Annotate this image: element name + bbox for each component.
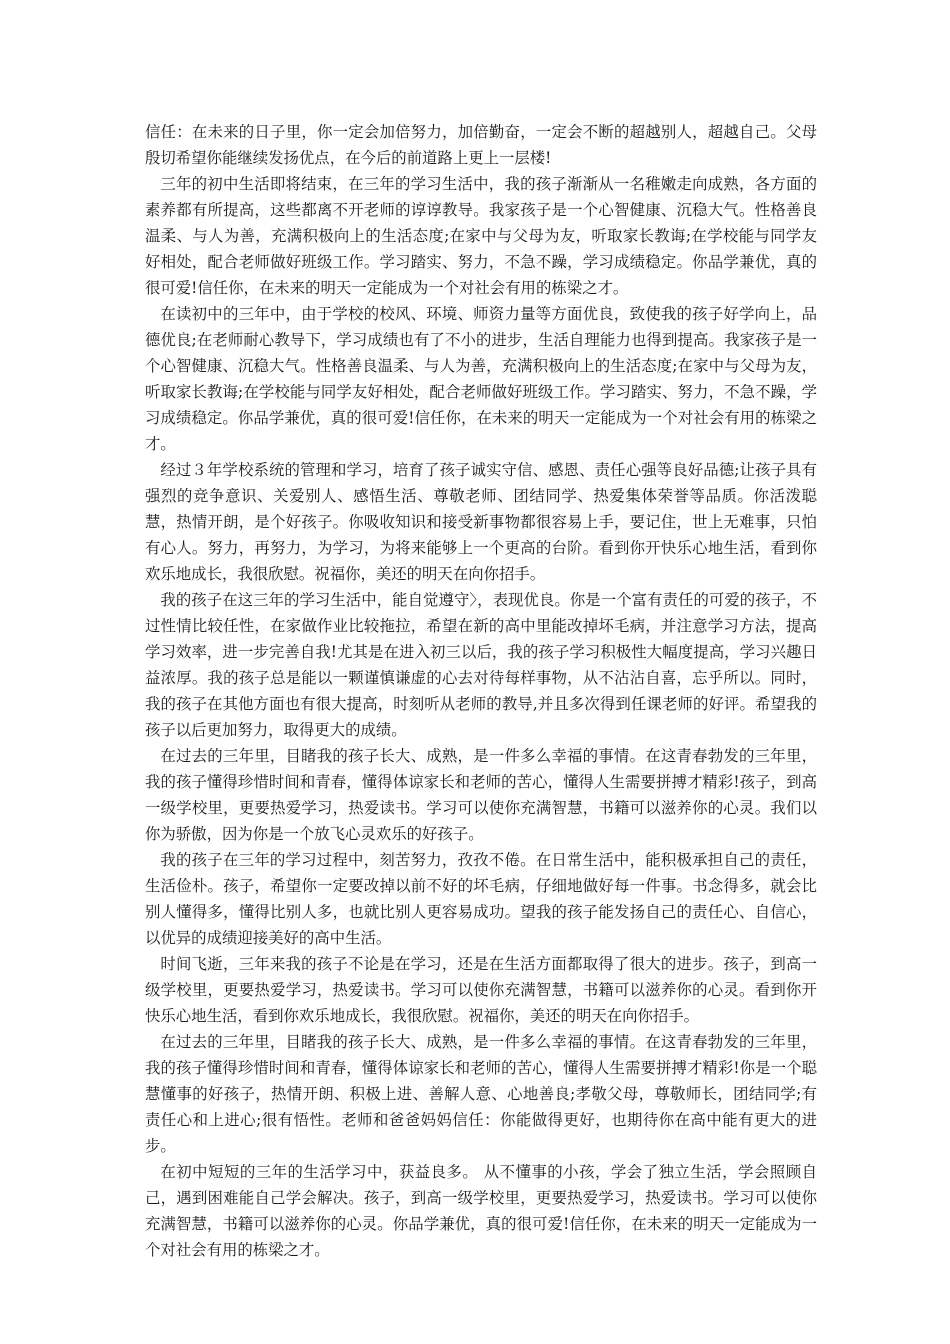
paragraph-2: 三年的初中生活即将结束，在三年的学习生活中，我的孩子渐渐从一名稚嫩走向成熟，各方面的素养都有所提高，这些都离不开老师的谆谆教导。我家孩子是一个心智健康、沉稳大气。性格善良温柔、与人为善，充满积极向上的生活态度;在家中与父母为友，听取家长教诲;在学校能与同学友好相处，配合老师做好班级工作。学习踏实、努力，不急不躁，学习成绩稳定。你品学兼优，真的很可爱!信任你，在未来的明天一定能成为一个对社会有用的栋梁之才。 [145, 175, 817, 297]
paragraph-8: 时间飞逝，三年来我的孩子不论是在学习，还是在生活方面都取得了很大的进步。孩子，到高一级学校里，更要热爱学习，热爱读书。学习可以使你充满智慧，书籍可以滋养你的心灵。看到你开快乐心地生活，看到你欢乐地成长，我很欣慰。祝福你，美还的明天在向你招手。 [145, 955, 817, 1025]
document-body [145, 119, 817, 1263]
paragraph-3: 在读初中的三年中，由于学校的校风、环境、师资力量等方面优良，致使我的孩子好学向上，品德优良;在老师耐心教导下，学习成绩也有了不小的进步，生活自理能力也得到提高。我家孩子是一个心智健康、沉稳大气。性格善良温柔、与人为善，充满积极向上的生活态度;在家中与父母为友，听取家长教诲;在学校能与同学友好相处，配合老师做好班级工作。学习踏实、努力，不急不躁，学习成绩稳定。你品学兼优，真的很可爱!信任你，在未来的明天一定能成为一个对社会有用的栋梁之才。 [145, 305, 817, 453]
paragraph-10: 在初中短短的三年的生活学习中，获益良多。 从不懂事的小孩，学会了独立生活，学会照顾自己，遇到困难能自己学会解决。孩子，到高一级学校里，更要热爱学习，热爱读书。学习可以使你充满智慧，书籍可以滋养你的心灵。你品学兼优，真的很可爱!信任你，在未来的明天一定能成为一个对社会有用的栋梁之才。 [145, 1163, 817, 1259]
paragraph-7: 我的孩子在三年的学习过程中，刻苦努力，孜孜不倦。在日常生活中，能积极承担自己的责任，生活俭朴。孩子，希望你一定要改掉以前不好的坏毛病，仔细地做好每一件事。书念得多，就会比别人懂得多，懂得比别人多，也就比别人更容易成功。望我的孩子能发扬自己的责任心、自信心，以优异的成绩迎接美好的高中生活。 [145, 851, 817, 947]
paragraph-1: 信任：在未来的日子里，你一定会加倍努力，加倍勤奋，一定会不断的超越别人，超越自己。父母殷切希望你能继续发扬优点，在今后的前道路上更上一层楼! [145, 123, 817, 167]
paragraph-4: 经过３年学校系统的管理和学习，培育了孩子诚实守信、感恩、责任心强等良好品德;让孩子具有强烈的竞争意识、关爱别人、感悟生活、尊敬老师、团结同学、热爱集体荣誉等品质。你活泼聪慧，热情开朗，是个好孩子。你吸收知识和接受新事物都很容易上手，要记住，世上无难事，只怕有心人。努力，再努力，为学习，为将来能够上一个更高的台阶。看到你开快乐心地生活，看到你欢乐地成长，我很欣慰。祝福你，美还的明天在向你招手。 [145, 461, 817, 583]
paragraph-5: 我的孩子在这三年的学习生活中，能自觉遵守〉，表现优良。你是一个富有责任的可爱的孩子，不过性情比较任性，在家做作业比较拖拉，希望在新的高中里能改掉坏毛病，并注意学习方法，提高学习效率，进一步完善自我!尤其是在进入初三以后，我的孩子学习积极性大幅度提高，学习兴趣日益浓厚。我的孩子总是能以一颗谨慎谦虚的心去对待每样事物，从不沾沾自喜，忘乎所以。同时，我的孩子在其他方面也有很大提高，时刻听从老师的教导,并且多次得到任课老师的好评。希望我的孩子以后更加努力，取得更大的成绩。 [145, 591, 817, 739]
paragraph-9: 在过去的三年里，目睹我的孩子长大、成熟，是一件多么幸福的事情。在这青春勃发的三年里，我的孩子懂得珍惜时间和青春，懂得体谅家长和老师的苦心，懂得人生需要拼搏才精彩!你是一个聪慧懂事的好孩子，热情开朗、积极上进、善解人意、心地善良;孝敬父母，尊敬师长，团结同学;有责任心和上进心;很有悟性。老师和爸爸妈妈信任：你能做得更好，也期待你在高中能有更大的进步。 [145, 1033, 817, 1155]
paragraph-6: 在过去的三年里，目睹我的孩子长大、成熟，是一件多么幸福的事情。在这青春勃发的三年里，我的孩子懂得珍惜时间和青春，懂得体谅家长和老师的苦心，懂得人生需要拼搏才精彩!孩子，到高一级学校里，更要热爱学习，热爱读书。学习可以使你充满智慧，书籍可以滋养你的心灵。我们以你为骄傲，因为你是一个放飞心灵欢乐的好孩子。 [145, 747, 817, 843]
